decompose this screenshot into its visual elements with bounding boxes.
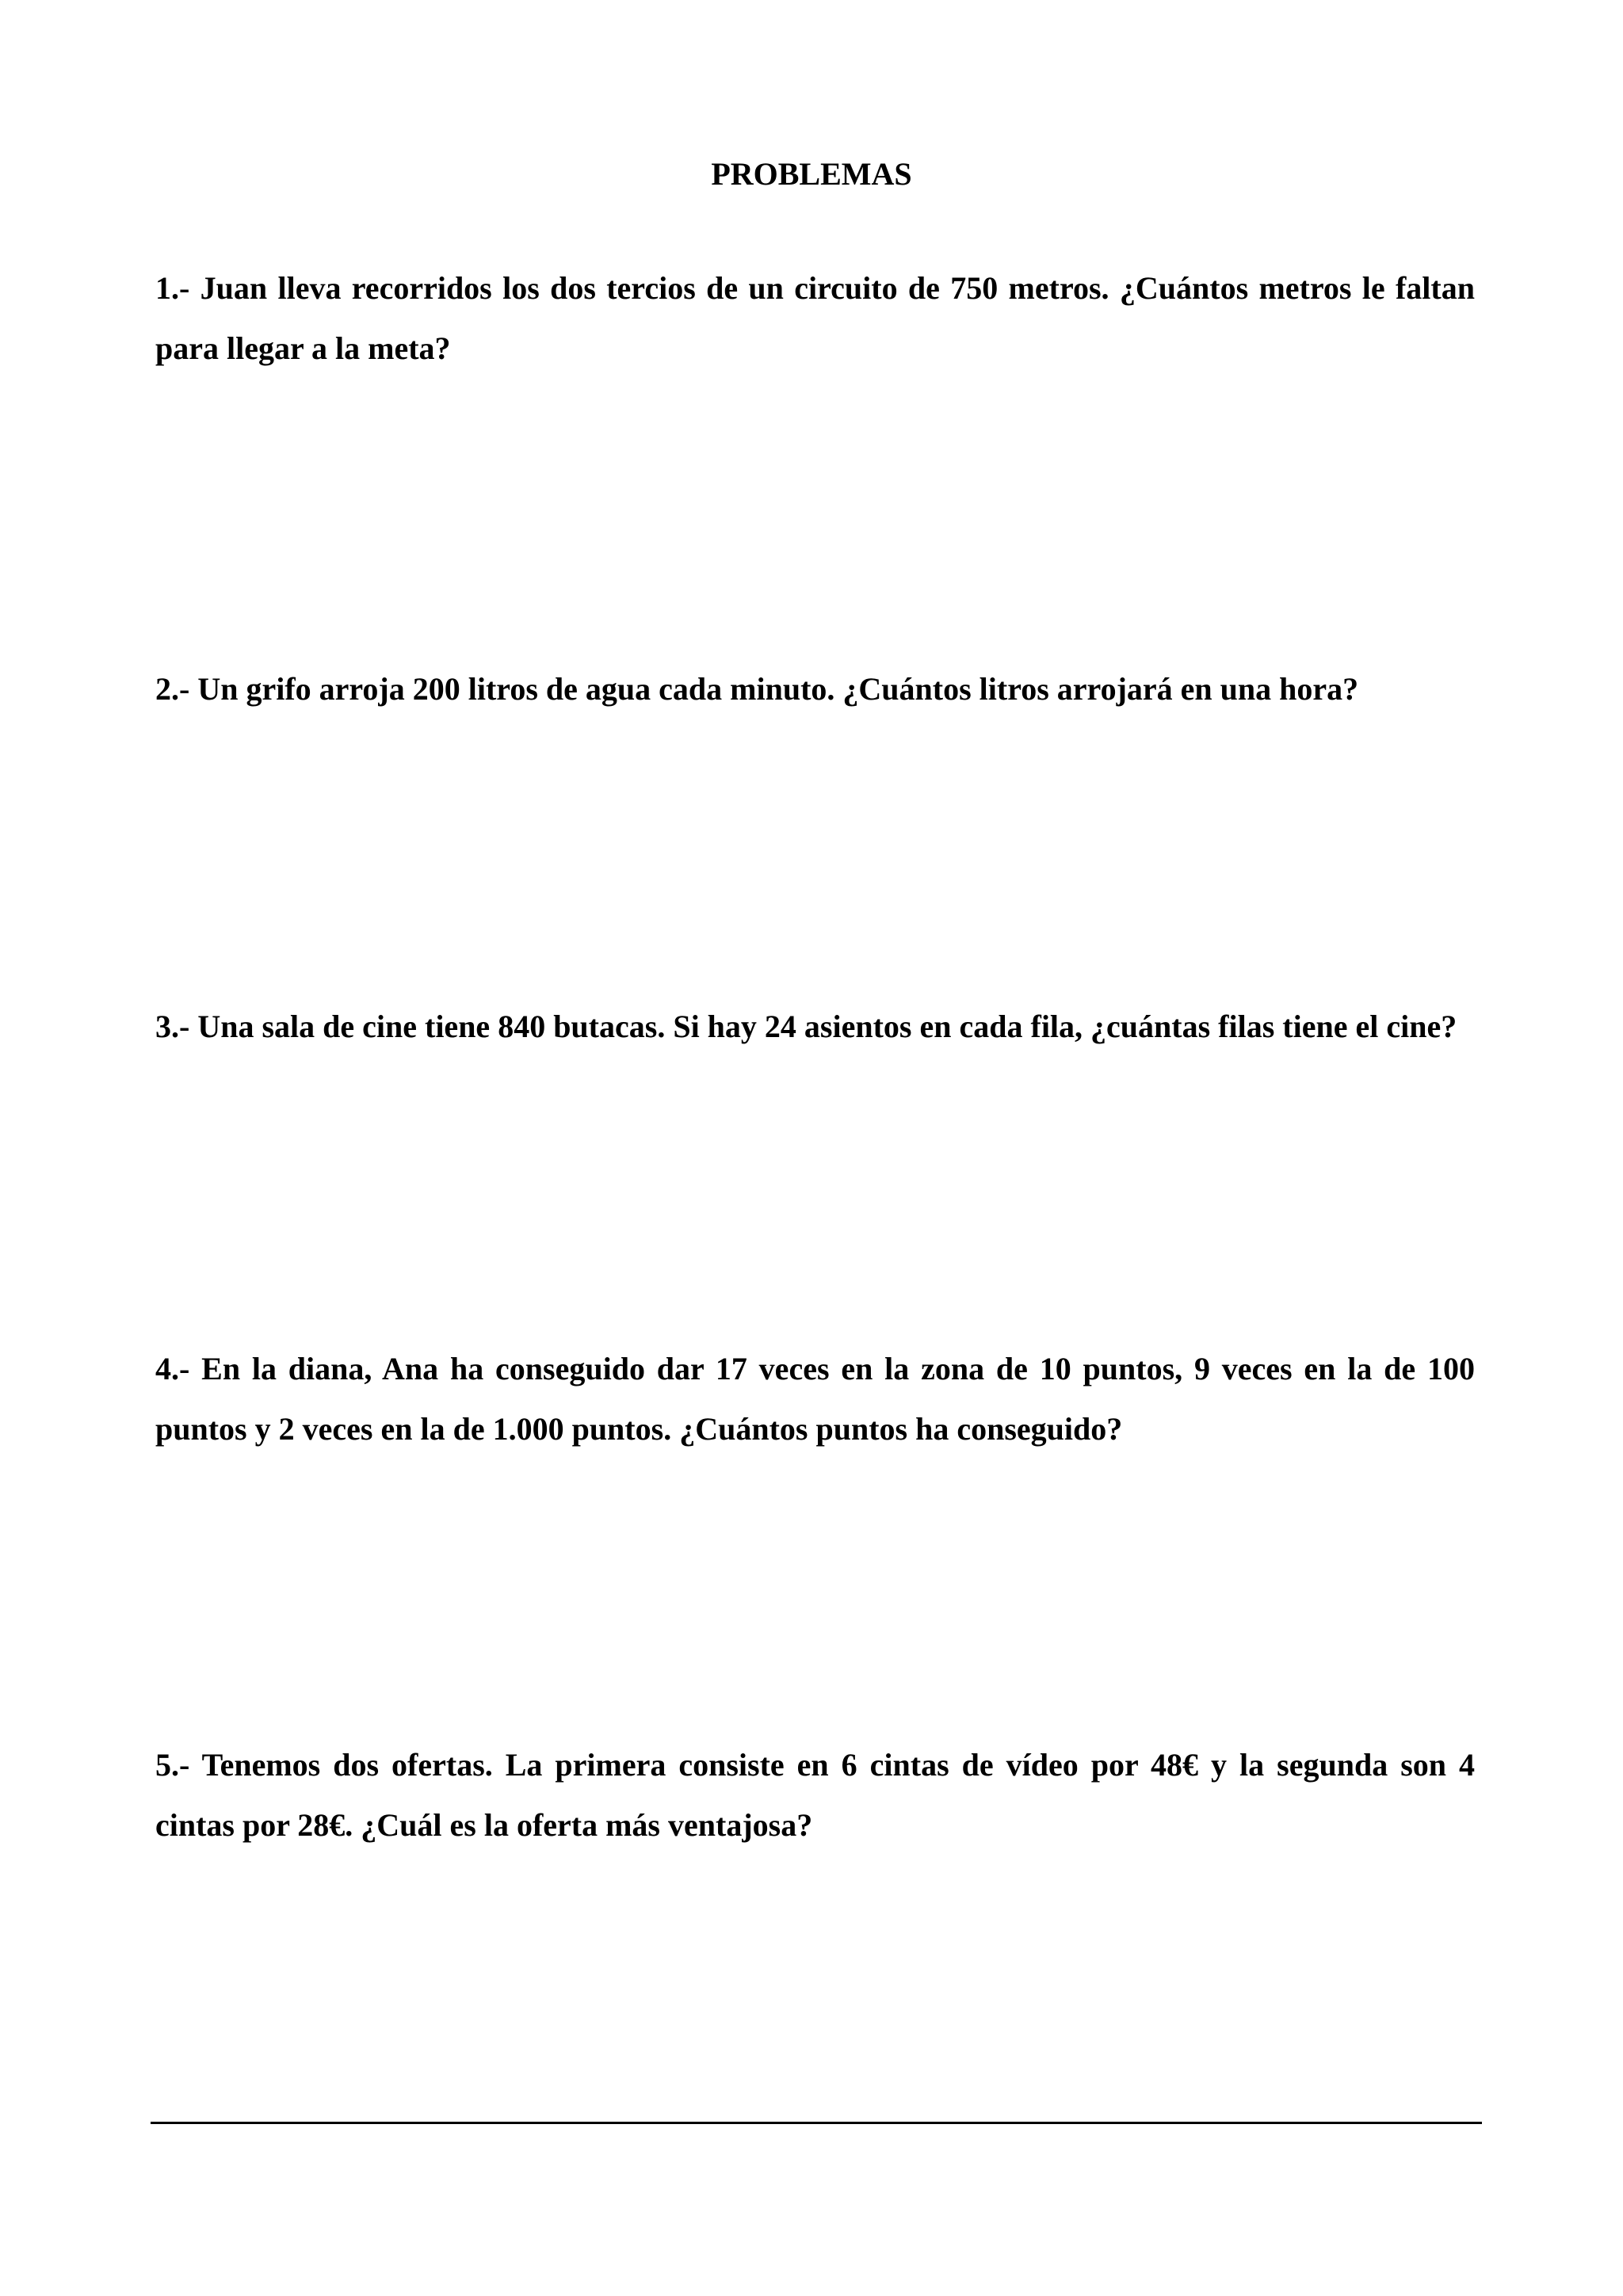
problem-2: 2.- Un grifo arroja 200 litros de agua cada minuto. ¿Cuántos litros arrojará en una hora? <box>155 671 1359 707</box>
footer-divider <box>151 2122 1482 2124</box>
problem-1: 1.- Juan lleva recorridos los dos tercios de un circuito de 750 metros. ¿Cuántos metros le faltan para llegar a la meta? <box>155 270 1475 366</box>
page-title: PROBLEMAS <box>711 156 912 192</box>
problem-4: 4.- En la diana, Ana ha conseguido dar 17 veces en la zona de 10 puntos, 9 veces en la de 100 puntos y 2 veces en la de 1.000 puntos. ¿Cuántos puntos ha conseguido? <box>155 1351 1475 1447</box>
problem-5: 5.- Tenemos dos ofertas. La primera consiste en 6 cintas de vídeo por 48€ y la segunda son 4 cintas por 28€. ¿Cuál es la oferta más ventajosa? <box>155 1747 1475 1843</box>
problem-3: 3.- Una sala de cine tiene 840 butacas. Si hay 24 asientos en cada fila, ¿cuántas filas tiene el cine? <box>155 1009 1457 1044</box>
